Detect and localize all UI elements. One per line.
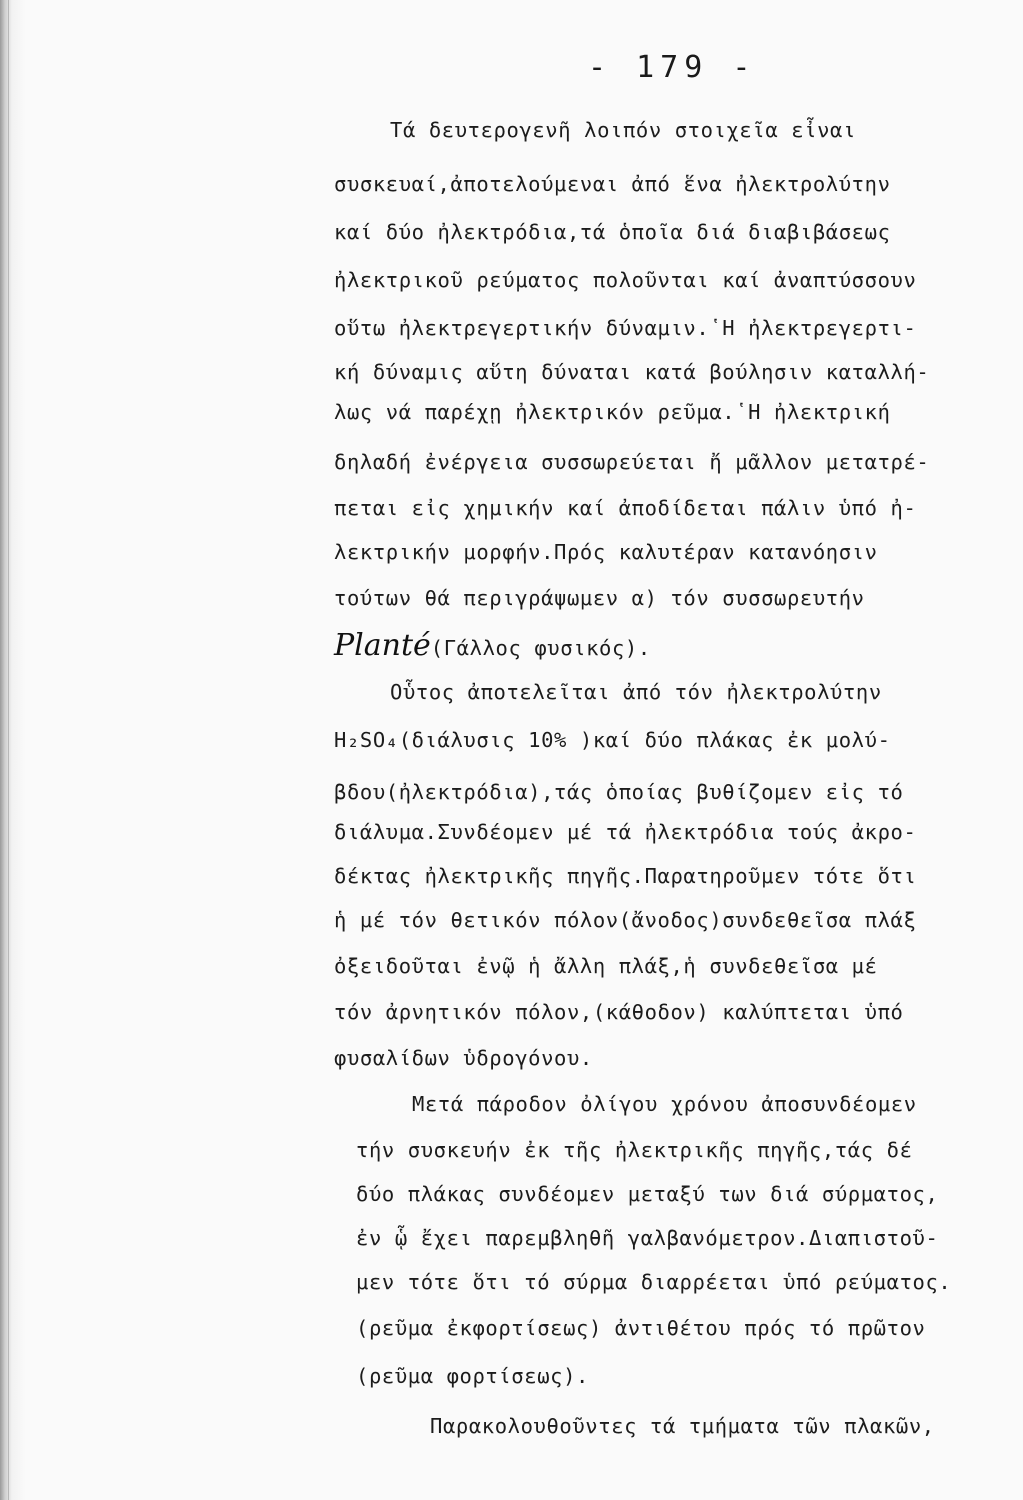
handwritten-plante: Planté: [334, 628, 431, 663]
text-line-5: οὕτω ἠλεκτρεγερτικήν δύναμιν.῾Η ἠλεκτρεγερτι-: [334, 316, 917, 340]
text-line-13: H₂SO₄(διάλυσις 10% )καί δύο πλάκας ἐκ μολύ-: [334, 728, 891, 752]
text-line-19: τόν ἀρνητικόν πόλον,(κάθοδον) καλύπτεται ὑπό: [334, 1000, 904, 1024]
text-line-2: συσκευαί,ἀποτελούμεναι ἀπό ἕνα ἠλεκτρολύτην: [334, 172, 891, 196]
text-line-14: βδου(ἠλεκτρόδια),τάς ὁποίας βυθίζομεν εἰς τό: [334, 780, 904, 804]
text-line-15: διάλυμα.Συνδέομεν μέ τά ἠλεκτρόδια τούς ἀκρο-: [334, 820, 917, 844]
text-line-11: τούτων θά περιγράψωμεν α) τόν συσσωρευτήν: [334, 586, 865, 610]
text-line-28: Παρακολουθοῦντες τά τμήματα τῶν πλακῶν,: [430, 1414, 935, 1438]
text-line-7: λως νά παρέχῃ ἠλεκτρικόν ρεῦμα.῾Η ἠλεκτρική: [334, 400, 891, 424]
plante-line: [334, 628, 651, 663]
text-line-26: (ρεῦμα ἐκφορτίσεως) ἀντιθέτου πρός τό πρῶτον: [356, 1316, 926, 1340]
text-line-24: ἐν ᾧ ἔχει παρεμβληθῆ γαλβανόμετρον.Διαπιστοῦ-: [356, 1226, 939, 1250]
text-line-12: Οὗτος ἀποτελεῖται ἀπό τόν ἠλεκτρολύτην: [390, 680, 882, 704]
binding-edge: [0, 0, 26, 1500]
text-line-1: Τά δευτερογενῆ λοιπόν στοιχεῖα εἶναι: [390, 118, 856, 142]
text-line-27: (ρεῦμα φορτίσεως).: [356, 1364, 589, 1388]
plante-description: (Γάλλος φυσικός).: [430, 636, 651, 660]
text-line-22: τήν συσκευήν ἐκ τῆς ἠλεκτρικῆς πηγῆς,τάς δέ: [356, 1138, 913, 1162]
text-line-6: κή δύναμις αὕτη δύναται κατά βούλησιν καταλλή-: [334, 360, 930, 384]
text-line-25: μεν τότε ὅτι τό σύρμα διαρρέεται ὑπό ρεύματος.: [356, 1270, 952, 1294]
text-line-23: δύο πλάκας συνδέομεν μεταξύ των διά σύρματος,: [356, 1182, 939, 1206]
text-line-17: ἡ μέ τόν θετικόν πόλον(ἄνοδος)συνδεθεῖσα πλάξ: [334, 908, 917, 932]
text-line-18: ὀξειδοῦται ἐνῷ ἡ ἄλλη πλάξ,ἡ συνδεθεῖσα μέ: [334, 954, 878, 978]
text-line-16: δέκτας ἠλεκτρικῆς πηγῆς.Παρατηροῦμεν τότε ὅτι: [334, 864, 917, 888]
text-line-9: πεται εἰς χημικήν καί ἀποδίδεται πάλιν ὑπό ἠ-: [334, 496, 917, 520]
text-line-8: δηλαδή ἐνέργεια συσσωρεύεται ἤ μᾶλλον μετατρέ-: [334, 450, 930, 474]
binding-line: [8, 0, 9, 1500]
text-line-10: λεκτρικήν μορφήν.Πρός καλυτέραν κατανόησιν: [334, 540, 878, 564]
page-number: - 179 -: [588, 50, 757, 85]
text-line-3: καί δύο ἠλεκτρόδια,τά ὁποῖα διά διαβιβάσεως: [334, 220, 891, 244]
text-line-4: ἠλεκτρικοῦ ρεύματος πολοῦνται καί ἀναπτύσσουν: [334, 268, 917, 292]
text-line-21: Μετά πάροδον ὀλίγου χρόνου ἀποσυνδέομεν: [412, 1092, 917, 1116]
text-line-20: φυσαλίδων ὑδρογόνου.: [334, 1046, 593, 1070]
